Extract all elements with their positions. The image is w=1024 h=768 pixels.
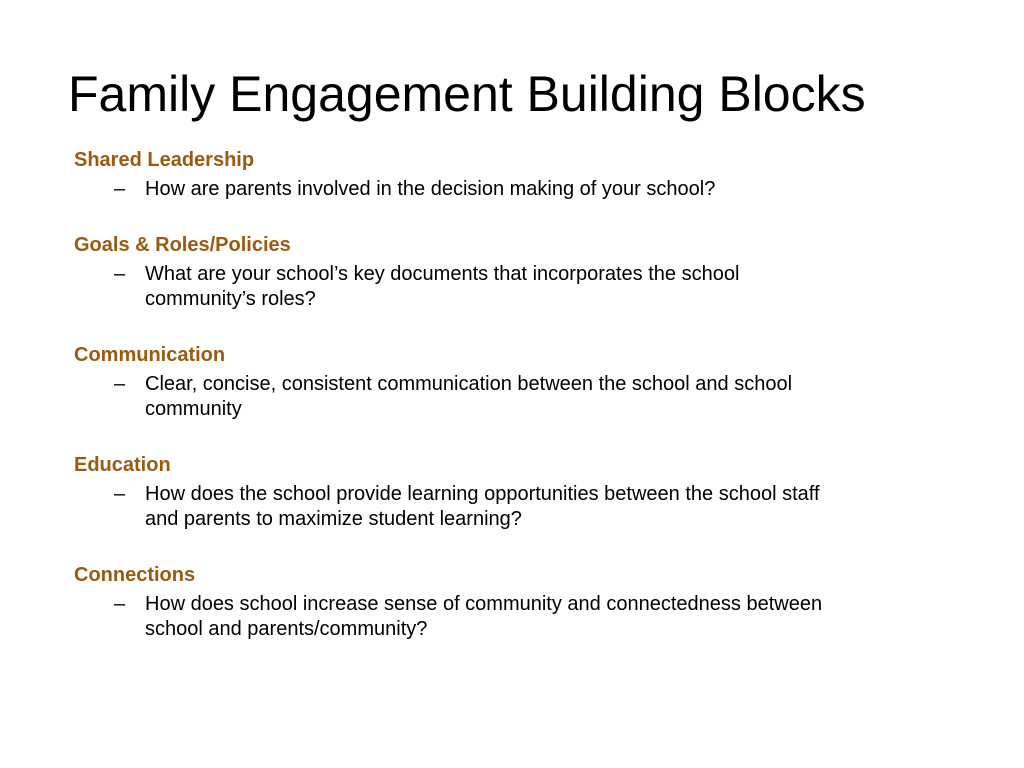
section-bullet-text: How does school increase sense of community and connectedness between school and parents/community?: [145, 593, 823, 640]
section-heading: Connections: [74, 564, 196, 586]
section-bullet-text: How does the school provide learning opportunities between the school staff and parents to maximize student learning?: [145, 483, 820, 530]
section-heading: Communication: [74, 344, 226, 366]
section-bullet: [74, 177, 845, 202]
dash-bullet-icon: –: [114, 263, 126, 285]
section-bullet: [74, 262, 845, 312]
section-heading: Goals & Roles/Policies: [74, 234, 291, 256]
section-bullet: [74, 482, 845, 532]
section-bullet: [74, 592, 845, 642]
slide-title: Family Engagement Building Blocks: [68, 66, 866, 122]
slide-content: [74, 146, 954, 671]
section-bullet-text: Clear, concise, consistent communication between the school and school community: [145, 373, 793, 420]
dash-bullet-icon: –: [114, 593, 126, 615]
section-communication: [74, 341, 954, 422]
section-bullet-text: What are your school’s key documents that incorporates the school community’s roles?: [145, 263, 740, 310]
dash-bullet-icon: –: [114, 483, 126, 505]
section-goals-roles-policies: [74, 231, 954, 312]
section-education: [74, 451, 954, 532]
section-shared-leadership: [74, 146, 954, 202]
section-heading: Shared Leadership: [74, 149, 255, 171]
dash-bullet-icon: –: [114, 373, 126, 395]
section-connections: [74, 561, 954, 642]
dash-bullet-icon: –: [114, 178, 126, 200]
section-bullet: [74, 372, 845, 422]
section-heading: Education: [74, 454, 171, 476]
section-bullet-text: How are parents involved in the decision making of your school?: [145, 178, 716, 200]
